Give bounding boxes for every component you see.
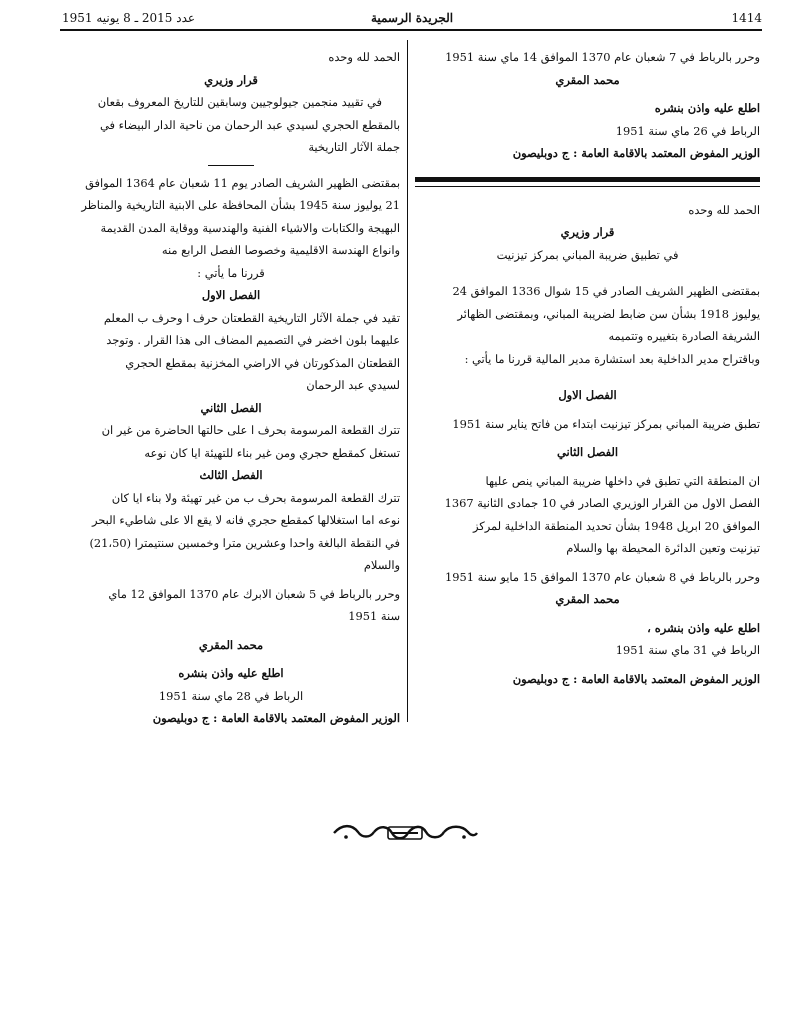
short-rule <box>208 165 254 166</box>
resident-line: الوزير المفوض المعتمد بالاقامة العامة : ج دوبليصون <box>512 671 760 686</box>
chapter-text: تترك القطعة المرسومة بحرف ا على حالتها الحاضرة من غير ان <box>101 423 400 437</box>
prev-resident: الوزير المفوض المعتمد بالاقامة العامة : ج دوبليصون <box>512 146 760 160</box>
prev-signer: محمد المقري <box>555 72 620 87</box>
calligraphic-ornament-icon <box>330 822 480 844</box>
decree-heading: قرار وزيري <box>560 225 615 239</box>
page-header <box>62 8 762 28</box>
closing-line: سنة 1951 <box>348 609 400 623</box>
section-thick-rule <box>415 177 760 182</box>
signer-name: محمد المقري <box>555 592 620 606</box>
seen-line: اطلع عليه واذن بنشره <box>178 666 284 680</box>
closing-line: وحرر بالرباط في 8 شعبان عام 1370 الموافق 15 مايو سنة 1951 <box>445 569 760 584</box>
chapter-text: تقيد في جملة الآثار التاريخية القطعتان حرف ا وحرف ب المعلم <box>103 310 400 325</box>
signer-name: محمد المقري <box>198 637 264 652</box>
decree-subject: جملة الآثار التاريخية <box>308 140 400 154</box>
praise-heading: الحمد لله وحده <box>688 202 760 217</box>
chapter-text: تستغل كمقطع حجري ومن غير بناء للتهيئة ايا كان نوعه <box>144 445 400 460</box>
decree-subject: في تطبيق ضريبة المباني بمركز تيزنيت <box>496 247 679 262</box>
chapter-text: الفصل الاول من القرار الوزيري الصادر في 10 جمادى الثانية 1367 <box>444 496 760 510</box>
right-column <box>415 46 760 690</box>
chapter-text: والسلام <box>363 558 400 572</box>
page-number: 1414 <box>731 11 762 25</box>
chapter-text: تيزنيت وتعين الدائرة المحيطة بها والسلام <box>566 541 760 555</box>
decree-heading: قرار وزيري <box>204 72 258 87</box>
chapter-heading: الفصل الاول <box>201 288 261 302</box>
praise-heading: الحمد لله وحده <box>328 50 400 64</box>
chapter-text: الموافق 20 ابريل 1948 بشأن تحديد المنطقة الداخلية لمركز <box>473 518 760 533</box>
chapter-text: في النقطة البالغة واحدا وعشرين مترا وخمسين سنتيمترا (21،50) <box>89 535 400 550</box>
preamble-line: وباقتراح مدير الداخلية بعد استشارة مدير المالية قررنا ما يأتي : <box>464 351 760 366</box>
decree-subject: في تقييد منجمين جيولوجيين وسابقين للتاريخ المعروف بقعان <box>97 95 382 109</box>
chapter-text: ان المنطقة التي تطبق في داخلها ضريبة المباني ينص عليها <box>485 473 760 488</box>
chapter-text: تطبق ضريبة المباني بمركز تيزنيت ابتداء من فاتح يناير سنة 1951 <box>452 416 760 431</box>
header-rule <box>60 29 762 31</box>
decree-subject: بالمقطع الحجري لسيدي عبد الرحمان من ناحية الدار البيضاء في <box>100 117 400 132</box>
preamble-line: وانواع الهندسة الاقليمية وخصوصا الفصل الرابع منه <box>161 243 400 257</box>
section-thin-rule <box>415 186 760 187</box>
preamble-line: الشريفة الصادرة بتغييره وتتميمه <box>608 329 760 343</box>
chapter-text: عليهما بلون اخضر في التصميم المضاف الى هذا القرار . وتوجد <box>106 333 400 347</box>
left-column <box>62 46 400 730</box>
seen-date: الرباط في 31 ماي سنة 1951 <box>615 643 760 657</box>
chapter-text: لسيدي عبد الرحمان <box>306 378 400 392</box>
preamble-line: يوليوز 1918 بشأن سن ضابط لضريبة المباني، وبمقتضى الظهائر <box>457 306 760 321</box>
prev-seen: اطلع عليه واذن بنشره <box>654 101 760 115</box>
decided-line: قررنا ما يأتي : <box>197 265 265 280</box>
preamble-line: بمقتضى الظهير الشريف الصادر في 15 شوال 1336 الموافق 24 <box>452 284 760 298</box>
chapter-text: نوعه اما استغلالها كمقطع حجري فانه لا يقع الا على شاطيء البحر <box>92 513 400 527</box>
preamble-line: 21 يوليوز سنة 1945 بشأن المحافظة على الابنية التاريخية والمناظر <box>81 198 400 212</box>
chapter-heading: الفصل الثاني <box>556 445 619 459</box>
chapter-text: تترك القطعة المرسومة بحرف ب من غير تهيئة ولا بناء ايا كان <box>111 490 400 505</box>
preamble-line: بمقتضى الظهير الشريف الصادر يوم 11 شعبان عام 1364 الموافق <box>85 175 400 190</box>
issue-number: عدد 2015 ـ 8 يونيه 1951 <box>62 11 196 25</box>
prev-closing: وحرر بالرباط في 7 شعبان عام 1370 الموافق 14 ماي سنة 1951 <box>445 50 760 64</box>
prev-seen-date: الرباط في 26 ماي سنة 1951 <box>615 123 760 138</box>
gazette-title: الجريدة الرسمية <box>370 11 454 25</box>
chapter-text: القطعتان المذكورتان في الاراضي المخزنية بمقطع الحجري <box>125 355 400 370</box>
seen-date: الرباط في 28 ماي سنة 1951 <box>158 688 304 703</box>
chapter-heading: الفصل الثاني <box>200 400 262 415</box>
chapter-heading: الفصل الثالث <box>199 468 263 482</box>
chapter-heading: الفصل الاول <box>558 388 617 402</box>
column-divider <box>407 40 408 722</box>
seen-line: اطلع عليه واذن بنشره ، <box>647 620 760 635</box>
resident-line: الوزير المفوض المعتمد بالاقامة العامة : ج دوبليصون <box>152 711 400 725</box>
closing-line: وحرر بالرباط في 5 شعبان الابرك عام 1370 الموافق 12 ماي <box>108 586 400 601</box>
preamble-line: البهيجة والكتابات والاشياء الفنية والهندسية ووقاية المدن القديمة <box>100 220 400 235</box>
